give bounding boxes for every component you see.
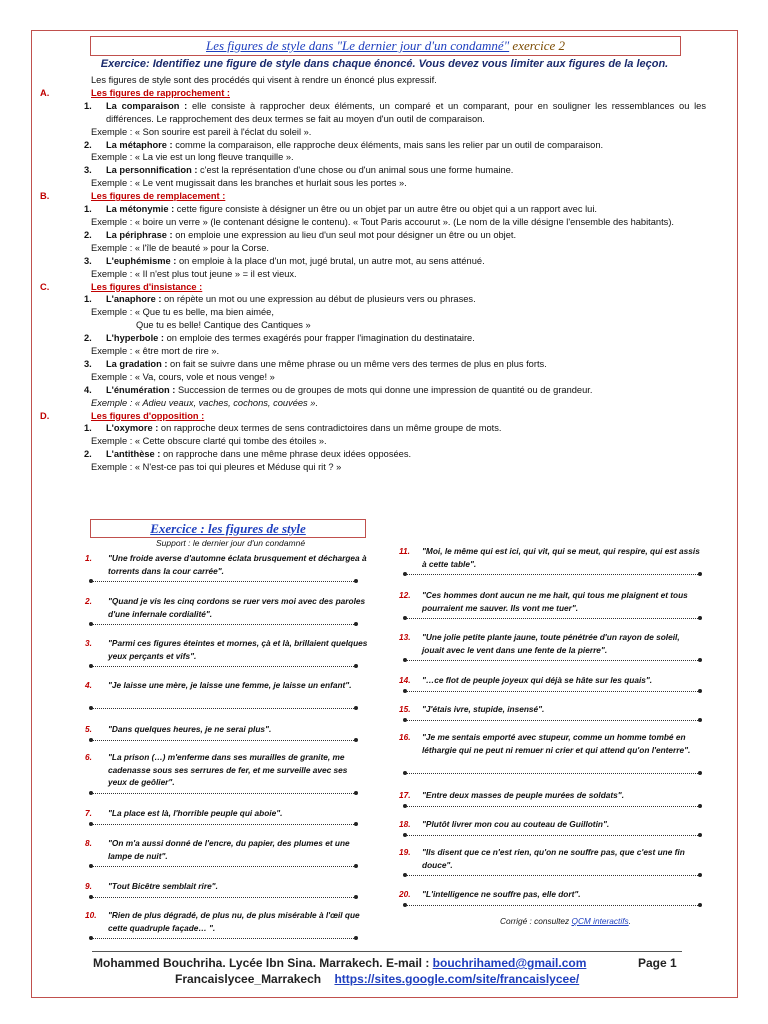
question-number: 16. <box>399 732 411 742</box>
question-number: 15. <box>399 704 411 714</box>
item-enumeration: 4. L'énumération : Succession de termes ou de groupes de mots qui donne une impression de quantité ou de grandeur. <box>84 384 593 395</box>
question-number: 14. <box>399 675 411 685</box>
question-text: "Entre deux masses de peuple murées de soldats". <box>422 790 624 800</box>
example: Exemple : « Cette obscure clarté qui tombe des étoiles ». <box>91 436 327 447</box>
answer-line[interactable] <box>405 574 700 575</box>
question-number: 7. <box>85 808 92 818</box>
question-number: 2. <box>85 596 92 606</box>
question-text: "Dans quelques heures, je ne serai plus". <box>108 724 272 734</box>
item-hyperbole: 2. L'hyperbole : on emploie des termes exagérés pour frapper l'imagination du destinataire. <box>84 333 475 344</box>
question-text: "…ce flot de peuple joyeux qui déjà se hâte sur les quais". <box>422 675 653 685</box>
example: Exemple : « l'île de beauté » pour la Corse. <box>91 242 270 253</box>
question-text: "Moi, le même qui est ici, qui vit, qui se meut, qui respire, qui est assis à cette table". <box>422 546 700 569</box>
example: Exemple : « boire un verre » (le contenant désigne le contenu). « Tout Paris accourut ». (Le nom de la ville désigne l'ensemble des habitants). <box>91 216 674 227</box>
question-number: 19. <box>399 847 411 857</box>
exercise-question <box>85 637 368 662</box>
question-text: "Parmi ces figures éteintes et mornes, çà et là, brillaient quelques yeux perçants et vifs". <box>108 638 368 661</box>
example: Exemple : « Le vent mugissait dans les branches et hurlait sous les portes ». <box>91 178 407 189</box>
example: Exemple : « Adieu veaux, vaches, cochons, couvées ». <box>91 397 319 408</box>
item-gradation: 3. La gradation : on fait se suivre dans une même phrase ou un même vers des termes de plus en plus forts. <box>84 358 547 369</box>
question-text: "J'étais ivre, stupide, insensé". <box>422 704 545 714</box>
exercise-question <box>85 723 368 736</box>
item-periphrase: 2. La périphrase : on emploie une expression au lieu d'un seul mot pour désigner un être ou un objet. <box>84 229 517 240</box>
page-number: Page 1 <box>638 956 677 970</box>
question-text: "La place est là, l'horrible peuple qui aboie". <box>108 808 283 818</box>
question-number: 18. <box>399 819 411 829</box>
answer-line[interactable] <box>91 666 356 667</box>
item-metaphore: 2. La métaphore : comme la comparaison, elle rapproche deux éléments, mais sans les relier par un outil de comparaison. <box>84 139 604 150</box>
example: Exemple : « Il n'est plus tout jeune » = il est vieux. <box>91 268 297 279</box>
question-text: "Ils disent que ce n'est rien, qu'on ne souffre pas, que c'est une fin douce". <box>422 847 685 870</box>
question-text: "On m'a aussi donné de l'encre, du papier, des plumes et une lampe de nuit". <box>108 838 350 861</box>
question-number: 20. <box>399 889 411 899</box>
answer-line[interactable] <box>405 875 700 876</box>
question-number: 12. <box>399 590 411 600</box>
corrige: Corrigé : consultez QCM interactifs. <box>500 916 631 926</box>
answer-line[interactable] <box>405 806 700 807</box>
answer-line[interactable] <box>405 691 700 692</box>
example: Exemple : « Son sourire est pareil à l'éclat du soleil ». <box>91 126 312 137</box>
section-c-heading: C. Les figures d'insistance : <box>40 281 203 292</box>
exercise-question <box>399 545 704 570</box>
question-number: 9. <box>85 881 92 891</box>
question-number: 17. <box>399 790 411 800</box>
question-text: "Je me sentais emporté avec stupeur, comme un homme tombé en léthargie qui ne peut ni remuer ni crier et qui attend qu'on l'enterre". <box>422 732 691 755</box>
question-number: 4. <box>85 680 92 690</box>
page-frame <box>31 30 738 998</box>
item-personnification: 3. La personnification : c'est la représentation d'une chose ou d'un animal sous une forme humaine. <box>84 165 514 176</box>
exercise-question <box>85 679 368 692</box>
answer-line[interactable] <box>91 581 356 582</box>
question-text: "Une jolie petite plante jaune, toute pénétrée d'un rayon de soleil, jouait avec le vent dans une fente de la pierre". <box>422 632 680 655</box>
example-line2: Que tu es belle! Cantique des Cantiques » <box>136 320 311 331</box>
question-text: "La prison (…) m'enferme dans ses murailles de granite, me cadenasse sous ses serrures de fer, et me surveille avec ses yeux de geôlier". <box>108 752 348 787</box>
question-number: 11. <box>399 546 410 556</box>
example: Exemple : « Que tu es belle, ma bien aimée, <box>91 307 274 318</box>
exercise-question <box>399 674 704 687</box>
qcm-link[interactable]: QCM interactifs <box>571 916 629 926</box>
exercise-question <box>85 909 368 934</box>
answer-line[interactable] <box>91 708 356 709</box>
exercise-question <box>85 552 368 577</box>
answer-line[interactable] <box>405 720 700 721</box>
answer-line[interactable] <box>91 793 356 794</box>
exercise-question <box>399 789 704 802</box>
exercise-question <box>399 631 704 656</box>
example: Exemple : « Va, cours, vole et nous venge! » <box>91 371 275 382</box>
lesson-body <box>32 74 737 474</box>
section-a-heading: A. Les figures de rapprochement : <box>40 87 230 98</box>
answer-line[interactable] <box>91 866 356 867</box>
answer-line[interactable] <box>91 624 356 625</box>
item-metonymie: 1. La métonymie : cette figure consiste à désigner un être ou un objet par un autre être ou objet qui a un rapport avec lui. <box>84 204 597 215</box>
item-antithese: 2. L'antithèse : on rapproche dans une même phrase deux idées opposées. <box>84 449 412 460</box>
example: Exemple : « La vie est un long fleuve tranquille ». <box>91 152 294 163</box>
answer-line[interactable] <box>91 938 356 939</box>
answer-line[interactable] <box>91 897 356 898</box>
exercise-support: Support : le dernier jour d'un condamné <box>156 538 306 548</box>
answer-line[interactable] <box>405 773 700 774</box>
exercise-question <box>85 595 368 620</box>
item-euphemisme: 3. L'euphémisme : on emploie à la place d'un mot, jugé brutal, un autre mot, au sens atténué. <box>84 255 485 266</box>
email-link[interactable]: bouchrihamed@gmail.com <box>432 956 587 970</box>
question-number: 13. <box>399 632 411 642</box>
exercise-question <box>85 751 368 789</box>
question-number: 1. <box>85 553 92 563</box>
question-number: 5. <box>85 724 92 734</box>
title-suffix: exercice 2 <box>512 38 565 53</box>
exercise-question <box>399 846 704 871</box>
item-oxymore: 1. L'oxymore : on rapproche deux termes de sens contradictoires dans un même groupe de mots. <box>84 423 502 434</box>
title-main[interactable]: Les figures de style dans "Le dernier jour d'un condamné" <box>206 38 510 53</box>
section-d-heading: D. Les figures d'opposition : <box>40 410 205 421</box>
footer-site: Francaislycee_Marrakech https://sites.google.com/site/francaislycee/ <box>175 972 580 986</box>
question-text: "Rien de plus dégradé, de plus nu, de plus misérable à l'œil que cette quadruple façade… ". <box>108 910 360 933</box>
consigne: Exercice: Identifiez une figure de style dans chaque énoncé. Vous devez vous limiter aux figures de la leçon. <box>100 58 669 70</box>
exercise-question <box>85 837 368 862</box>
exercise-question <box>399 818 704 831</box>
exercise-title[interactable]: Exercice : les figures de style <box>90 519 366 538</box>
exercise-question <box>85 880 368 893</box>
answer-line[interactable] <box>405 618 700 619</box>
section-b-heading: B. Les figures de remplacement : <box>40 191 226 202</box>
site-link[interactable]: https://sites.google.com/site/francaislycee/ <box>334 972 580 986</box>
question-number: 10. <box>85 910 97 920</box>
exercise-question <box>399 703 704 716</box>
example: Exemple : « être mort de rire ». <box>91 346 220 357</box>
footer-author: Mohammed Bouchriha. Lycée Ibn Sina. Marrakech. E-mail : bouchrihamed@gmail.com <box>93 956 587 970</box>
question-text: "Ces hommes dont aucun ne me hait, qui tous me plaignent et tous pourraient me sauver. Ils vont me tuer". <box>422 590 688 613</box>
exercise-question <box>85 807 368 820</box>
question-text: "Quand je vis les cinq cordons se ruer vers moi avec des paroles d'une infernale cordialité". <box>108 596 366 619</box>
question-text: "L'intelligence ne souffre pas, elle dort". <box>422 889 581 899</box>
answer-line[interactable] <box>405 835 700 836</box>
question-number: 6. <box>85 752 92 762</box>
example: Exemple : « N'est-ce pas toi qui pleures et Méduse qui rit ? » <box>91 462 342 473</box>
intro: Les figures de style sont des procédés qui visent à rendre un énoncé plus expressif. <box>91 75 437 85</box>
answer-line[interactable] <box>91 824 356 825</box>
page-title <box>90 36 681 56</box>
answer-line[interactable] <box>91 740 356 741</box>
answer-line[interactable] <box>405 660 700 661</box>
exercise-question <box>399 589 704 614</box>
item-anaphore: 1. L'anaphore : on répète un mot ou une expression au début de plusieurs vers ou phrases. <box>84 294 476 305</box>
exercise-question <box>399 731 704 756</box>
answer-line[interactable] <box>405 905 700 906</box>
footer-divider <box>92 951 682 952</box>
question-number: 3. <box>85 638 92 648</box>
question-text: "Je laisse une mère, je laisse une femme, je laisse un enfant". <box>108 680 352 690</box>
question-text: "Une froide averse d'automne éclata brusquement et déchargea à torrents dans la cour carrée". <box>108 553 367 576</box>
question-text: "Tout Bicêtre semblait rire". <box>108 881 218 891</box>
exercise-question <box>399 888 704 901</box>
item-comparaison: 1. La comparaison : elle consiste à rapprocher deux éléments, un comparé et un comparant, pour en souligner les ressemblances ou les différences. Le rapprochement des deux termes se fait au moyen d'un outil de comparaison. <box>84 100 706 124</box>
question-number: 8. <box>85 838 92 848</box>
question-text: "Plutôt livrer mon cou au couteau de Guillotin". <box>422 819 610 829</box>
